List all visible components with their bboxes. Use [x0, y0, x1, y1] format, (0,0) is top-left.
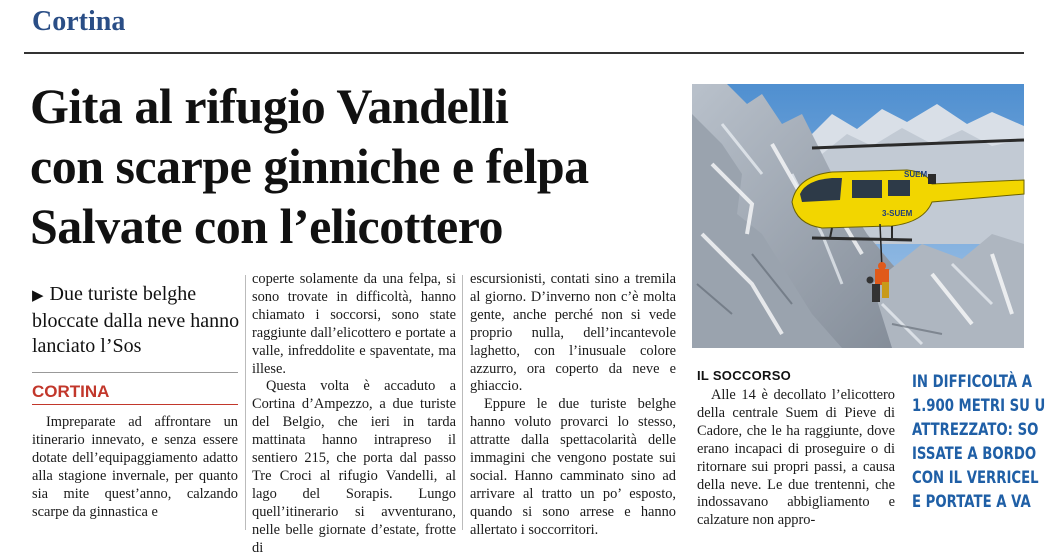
section-title: Cortina — [32, 6, 126, 37]
callout-line: ATTREZZATO: SO — [912, 420, 1039, 440]
headline-line-3: Salvate con l’elicottero — [30, 198, 504, 254]
photo-caption: Alle 14 è decollato l’elicottero della centrale Suem di Pieve di Cadore, che le ha raggiunte, dove erano incapaci di proseguire o di ritornare sui propri passi, a causa della neve. Le due trentenni, che indossavano abbigliamento e calzature non appro- — [697, 387, 895, 529]
kicker-label: CORTINA — [32, 382, 110, 401]
subheadline-divider — [32, 372, 238, 373]
callout-line: ISSATE A BORDO — [912, 444, 1037, 464]
paragraph: Eppure le due turiste belghe hanno voluto provarci lo stesso, attratte dalla spettacolarità delle immagini che vengono postate sui social. Hanno camminato sino ad arrivare al tratto un po’ esposto, quando si sono arrese e hanno allertato i soccorritori. — [470, 396, 676, 538]
article-headline — [30, 76, 690, 256]
triangle-bullet-icon: ▶ — [32, 288, 44, 304]
kicker-underline — [32, 404, 238, 405]
callout-line: IN DIFFICOLTÀ A — [912, 372, 1033, 392]
subheadline-text: Due turiste belghe bloccate dalla neve hanno lanciato l’Sos — [32, 283, 240, 357]
callout-line: CON IL VERRICEL — [912, 468, 1039, 488]
subheadline — [32, 282, 240, 359]
article-column-1 — [32, 414, 238, 521]
article-column-3 — [470, 271, 676, 540]
article-column-2 — [252, 271, 456, 558]
column-divider — [462, 275, 463, 530]
rescue-photo — [692, 84, 1024, 348]
paragraph: escursionisti, contati sino a tremila al giorno. D’inverno non c’è molta gente, anche perché non si vede proprio nulla, dell’incantevole laghetto, con l’inusuale colore azzurro, ora coperto da neve e ghiaccio. — [470, 271, 676, 395]
paragraph: coperte solamente da una felpa, si sono trovate in difficoltà, hanno chiamato i soccorsi, sono state raggiunte dall’elicottero e portate a valle, infreddolite e spaventate, ma illese. — [252, 271, 456, 377]
callout-box — [912, 370, 1045, 514]
caption-kicker: IL SOCCORSO — [697, 368, 792, 383]
paragraph: Impreparate ad affrontare un itinerario innevato, e senza essere dotate dell’equipaggiamento adatto alla stagione invernale, per quanto sia mite quest’anno, calzando scarpe da ginnastica e — [32, 414, 238, 520]
callout-line: 1.900 METRI SU U — [912, 396, 1045, 416]
callout-line: E PORTATE A VA — [912, 492, 1031, 512]
paragraph: Questa volta è accaduto a Cortina d’Ampezzo, a due turiste del Belgio, che ieri in tarda mattinata hanno intrapreso il sentiero 215, che porta dal passo Tre Croci al rifugio Vandelli, al lago del Sorapis. Lungo quell’itinerario si avventurano, nelle belle giornate d’estate, frotte di — [252, 378, 456, 556]
column-divider — [245, 275, 246, 530]
headline-line-2: con scarpe ginniche e felpa — [30, 138, 589, 194]
header-rule — [24, 52, 1024, 54]
headline-line-1: Gita al rifugio Vandelli — [30, 78, 509, 134]
helicopter-marking-2: 3-SUEM — [882, 209, 913, 218]
helicopter-marking: SUEM — [904, 170, 928, 179]
